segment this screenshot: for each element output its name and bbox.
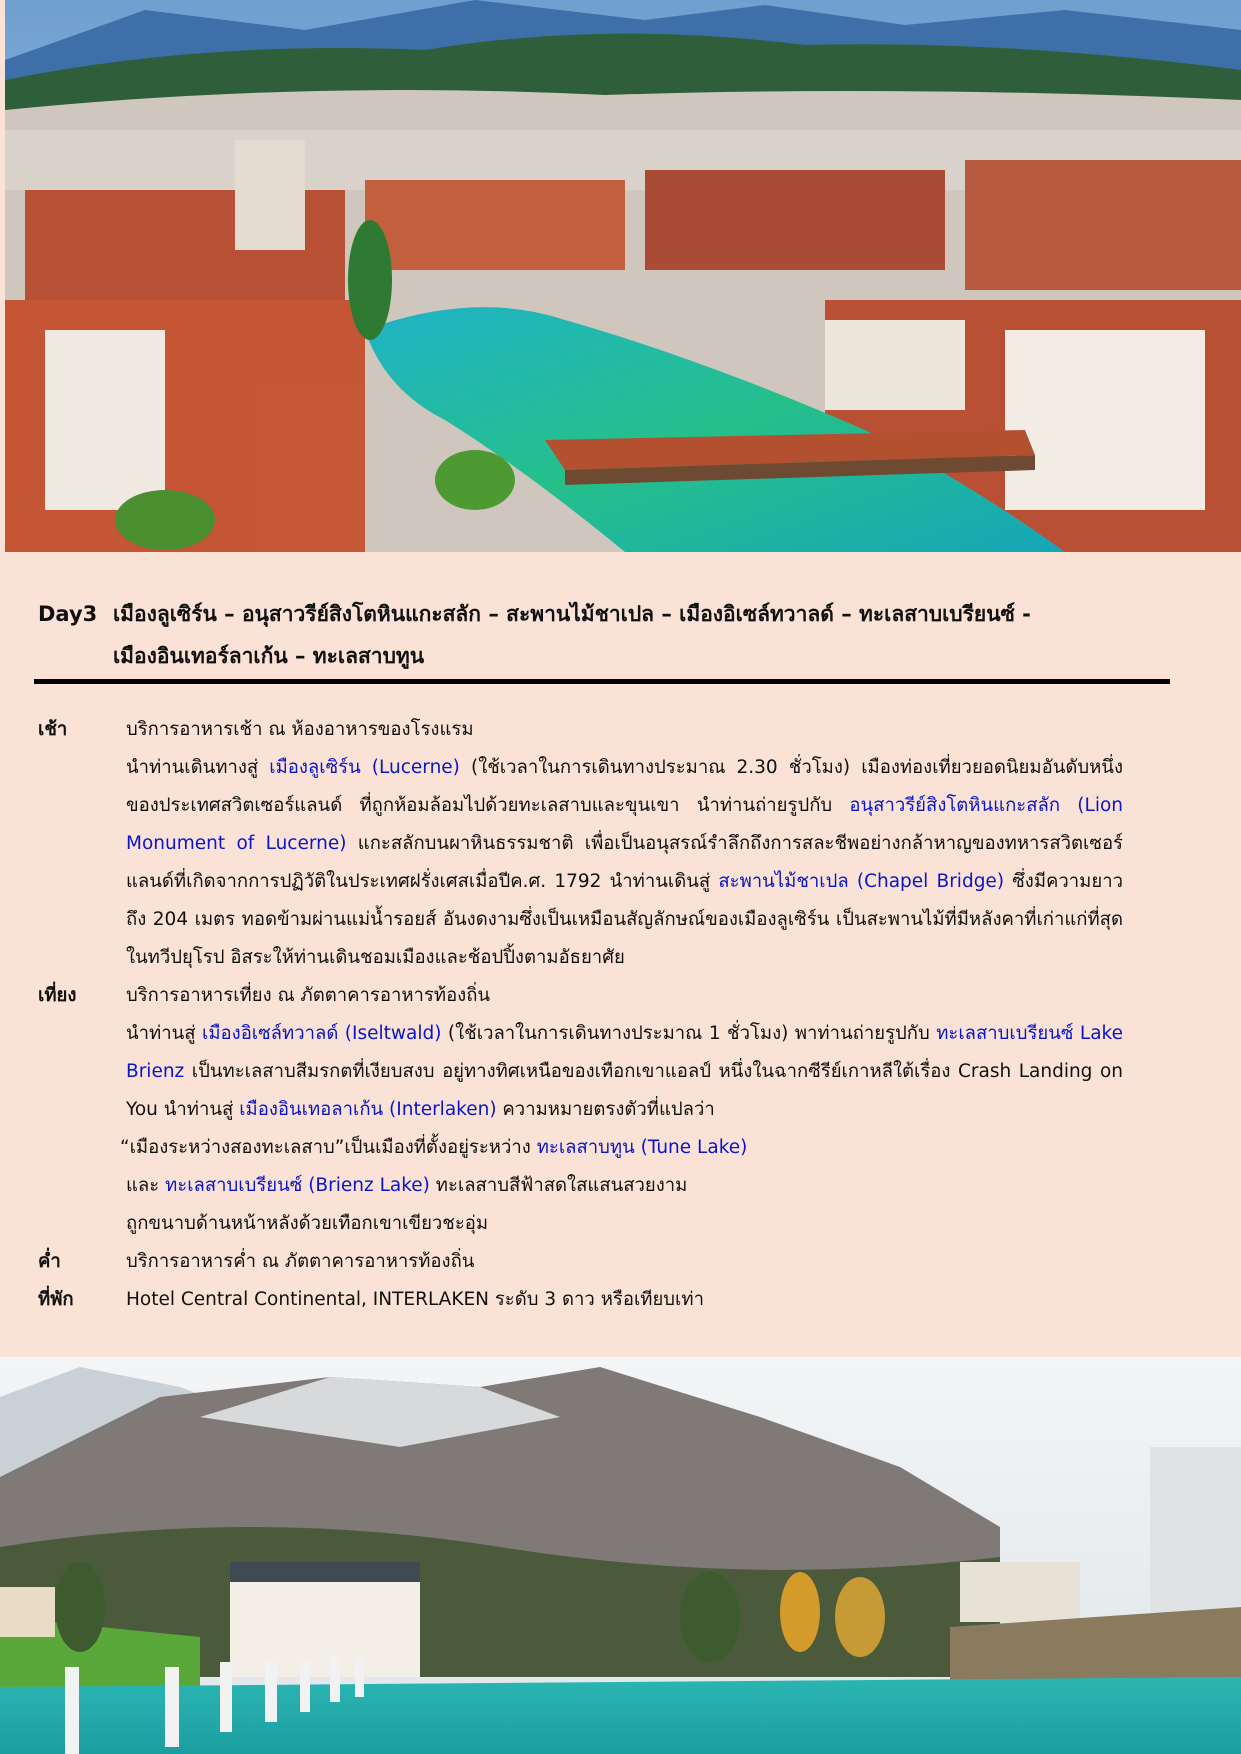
- lucerne-photo: [5, 0, 1241, 552]
- place-lucerne-link: เมืองลูเซิร์น (Lucerne): [269, 757, 460, 778]
- day-header: [38, 593, 1170, 677]
- text: “เมืองระหว่างสองทะเลสาบ”เป็นเมืองที่ตั้งอยู่ระหว่าง: [120, 1137, 537, 1158]
- hotel-section: [38, 1281, 1123, 1319]
- lunch-description: [126, 1015, 1123, 1129]
- lunch-meal: บริการอาหารเที่ยง ณ ภัตตาคารอาหารท้องถิ่น: [126, 985, 491, 1006]
- morning-breakfast: บริการอาหารเช้า ณ ห้องอาหารของโรงแรม: [126, 719, 474, 740]
- dinner-meal: บริการอาหารค่ำ ณ ภัตตาคารอาหารท้องถิ่น: [126, 1251, 475, 1272]
- hotel-name: Hotel Central Continental, INTERLAKEN ระดับ 3 ดาว หรือเทียบเท่า: [126, 1289, 704, 1310]
- text: และ: [126, 1175, 166, 1196]
- day-divider: [34, 679, 1170, 684]
- lunch-lake-line: [126, 1167, 1123, 1205]
- dinner-section: [38, 1243, 1123, 1281]
- text: ความหมายตรงตัวที่แปลว่า: [496, 1099, 715, 1120]
- text: เป็นทะเลสาบสีมรกตที่เงียบสงบ อยู่ทางทิศเหนือของเทือกเขาแอลป์ หนึ่งในฉากซีรีย์เกาหลีใต้เรื่อง Crash Landing on You นำท่านสู่: [126, 1061, 1123, 1120]
- text: (ใช้เวลาในการเดินทางประมาณ 1 ชั่วโมง) พาท่านถ่ายรูปกับ: [441, 1023, 937, 1044]
- morning-description: [126, 749, 1123, 977]
- text: แกะสลักบนผาหินธรรมชาติ เพื่อเป็นอนุสรณ์รำลึกถึงการสละชีพอย่างกล้าหาญของทหารสวิตเซอร์แลนด์ที่เกิดจากการปฏิวัติในประเทศฝรั่งเศสเมื่อปีค.ศ. 1792 นำท่านเดินสู่: [126, 833, 1123, 892]
- text: นำท่านสู่: [126, 1023, 203, 1044]
- hotel-label: ที่พัก: [38, 1289, 74, 1310]
- place-iseltwald-link: เมืองอิเซล์ทวาลด์ (Iseltwald): [202, 1023, 442, 1044]
- day-title-line2: เมืองอินเทอร์ลาเก้น – ทะเลสาบทูน: [113, 644, 425, 668]
- dinner-label: ค่ำ: [38, 1251, 61, 1272]
- interlaken-photo: [0, 1357, 1241, 1754]
- lucerne-illustration: [5, 0, 1241, 552]
- text: (ใช้เวลาในการเดินทางประมาณ 2.30 ชั่วโมง) เมืองท่องเที่ยวยอดนิยมอันดับหนึ่งของประเทศสวิตเซอร์แลนด์ ที่ถูกห้อมล้อมไปด้วยทะเลสาบและขุนเขา นำท่านถ่ายรูปกับ: [126, 757, 1123, 816]
- lunch-quote-line: [120, 1129, 1123, 1167]
- day-title: [113, 593, 1170, 677]
- place-lion-monument-link: อนุสาวรีย์สิงโตหินแกะสลัก (Lion Monument of Lucerne): [126, 795, 1124, 854]
- lunch-label: เที่ยง: [38, 985, 77, 1006]
- morning-section: [38, 711, 1123, 977]
- place-interlaken-link: เมืองอินเทอลาเก้น (Interlaken): [239, 1099, 497, 1120]
- day-label: Day3: [38, 602, 98, 626]
- day-title-line1: เมืองลูเซิร์น – อนุสาวรีย์สิงโตหินแกะสลัก – สะพานไม้ชาเปล – เมืองอิเซล์ทวาลด์ – ทะเลสาบเบรียนซ์ -: [113, 602, 1031, 626]
- place-chapel-bridge-link: สะพานไม้ชาเปล (Chapel Bridge): [718, 871, 1005, 892]
- text: ซึ่งมีความยาวถึง 204 เมตร ทอดข้ามผ่านแม่น้ำรอยส์ อันงดงามซึ่งเป็นเหมือนสัญลักษณ์ของเมืองลูเซิร์น เป็นสะพานไม้ที่มีหลังคาที่เก่าแก่ที่สุดในทวีปยุโรป อิสระให้ท่านเดินชอมเมืองและช้อปปิ้งตามอัธยาศัย: [126, 871, 1123, 968]
- text: ทะเลสาบสีฟ้าสดใสแสนสวยงาม: [429, 1175, 688, 1196]
- lunch-mountain-line: ถูกขนาบด้านหน้าหลังด้วยเทือกเขาเขียวชะอุ่ม: [126, 1213, 489, 1234]
- interlaken-illustration: [0, 1357, 1241, 1754]
- text: นำท่านเดินทางสู่: [126, 757, 270, 778]
- place-tune-lake-link: ทะเลสาบทูน (Tune Lake): [536, 1137, 748, 1158]
- schedule: [38, 711, 1123, 1319]
- place-brienz-lake-link: ทะเลสาบเบรียนซ์ (Brienz Lake): [165, 1175, 430, 1196]
- morning-label: เช้า: [38, 719, 68, 740]
- lunch-section: [38, 977, 1123, 1243]
- place-lake-brienz-link: ทะเลสาบเบรียนซ์ Lake Brienz: [126, 1023, 1123, 1082]
